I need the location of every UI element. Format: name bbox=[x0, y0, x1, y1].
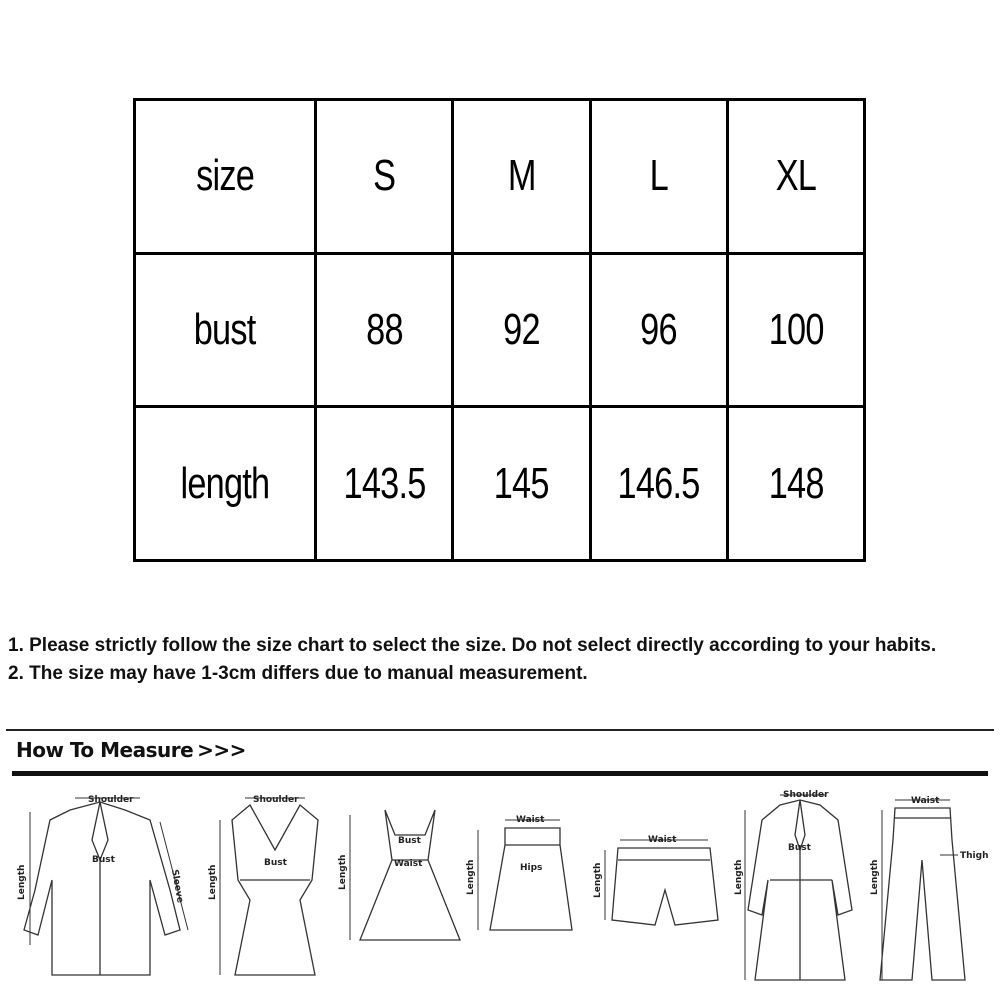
how-to-measure-heading bbox=[16, 738, 246, 762]
table-cell: length bbox=[135, 407, 316, 561]
table-cell: 88 bbox=[316, 253, 453, 407]
table-row bbox=[135, 407, 865, 561]
arrows-icon: >>> bbox=[197, 738, 246, 762]
size-chart-table bbox=[133, 98, 866, 562]
table-cell: 146.5 bbox=[590, 407, 727, 561]
measurement-diagrams bbox=[0, 780, 1000, 995]
heading-underline bbox=[12, 771, 988, 776]
how-to-measure-title: How To Measure bbox=[16, 738, 194, 762]
skirt-waist-label: Waist bbox=[516, 815, 545, 825]
skirt-hips-label: Hips bbox=[520, 863, 543, 873]
pants-thigh-label: Thigh bbox=[960, 851, 989, 861]
skirt-diagram bbox=[466, 815, 572, 930]
table-row bbox=[135, 253, 865, 407]
divider bbox=[6, 729, 994, 731]
shirt-length-label: Length bbox=[17, 864, 27, 900]
shorts-length-label: Length bbox=[593, 862, 603, 898]
coat-shoulder-label: Shoulder bbox=[783, 790, 829, 800]
table-cell: bust bbox=[135, 253, 316, 407]
table-cell: XL bbox=[727, 100, 864, 254]
size-notes bbox=[8, 632, 993, 688]
shirt-shoulder-label: Shoulder bbox=[88, 795, 134, 805]
coat-bust-label: Bust bbox=[788, 843, 811, 853]
note-2: 2. The size may have 1-3cm differs due to manual measurement. bbox=[8, 663, 588, 684]
pants-waist-label: Waist bbox=[911, 796, 940, 806]
shorts-diagram bbox=[593, 835, 718, 925]
table-cell: M bbox=[453, 100, 590, 254]
shirt-sleeve-label: Sleeve bbox=[169, 868, 185, 904]
skirt-length-label: Length bbox=[466, 859, 476, 895]
table-cell: 100 bbox=[727, 253, 864, 407]
note-1: 1. Please strictly follow the size chart to select the size. Do not select directly according to your habits. bbox=[8, 635, 937, 656]
table-cell: 143.5 bbox=[316, 407, 453, 561]
table-cell: S bbox=[316, 100, 453, 254]
table-cell: 96 bbox=[590, 253, 727, 407]
table-cell: 92 bbox=[453, 253, 590, 407]
pants-length-label: Length bbox=[870, 859, 880, 895]
pants-diagram bbox=[870, 796, 988, 980]
top-shoulder-label: Shoulder bbox=[253, 795, 299, 805]
top-diagram bbox=[208, 795, 318, 975]
dress-length-label: Length bbox=[338, 854, 348, 890]
top-length-label: Length bbox=[208, 864, 218, 900]
dress-waist-label: Waist bbox=[394, 859, 423, 869]
dress-bust-label: Bust bbox=[398, 836, 421, 846]
table-cell: 148 bbox=[727, 407, 864, 561]
table-cell: 145 bbox=[453, 407, 590, 561]
dress-diagram bbox=[338, 810, 460, 940]
shorts-waist-label: Waist bbox=[648, 835, 677, 845]
table-cell: size bbox=[135, 100, 316, 254]
coat-length-label: Length bbox=[734, 859, 744, 895]
table-cell: L bbox=[590, 100, 727, 254]
top-bust-label: Bust bbox=[264, 858, 287, 868]
shirt-bust-label: Bust bbox=[92, 855, 115, 865]
table-header-row bbox=[135, 100, 865, 254]
coat-diagram bbox=[734, 790, 852, 980]
shirt-diagram bbox=[17, 795, 188, 975]
